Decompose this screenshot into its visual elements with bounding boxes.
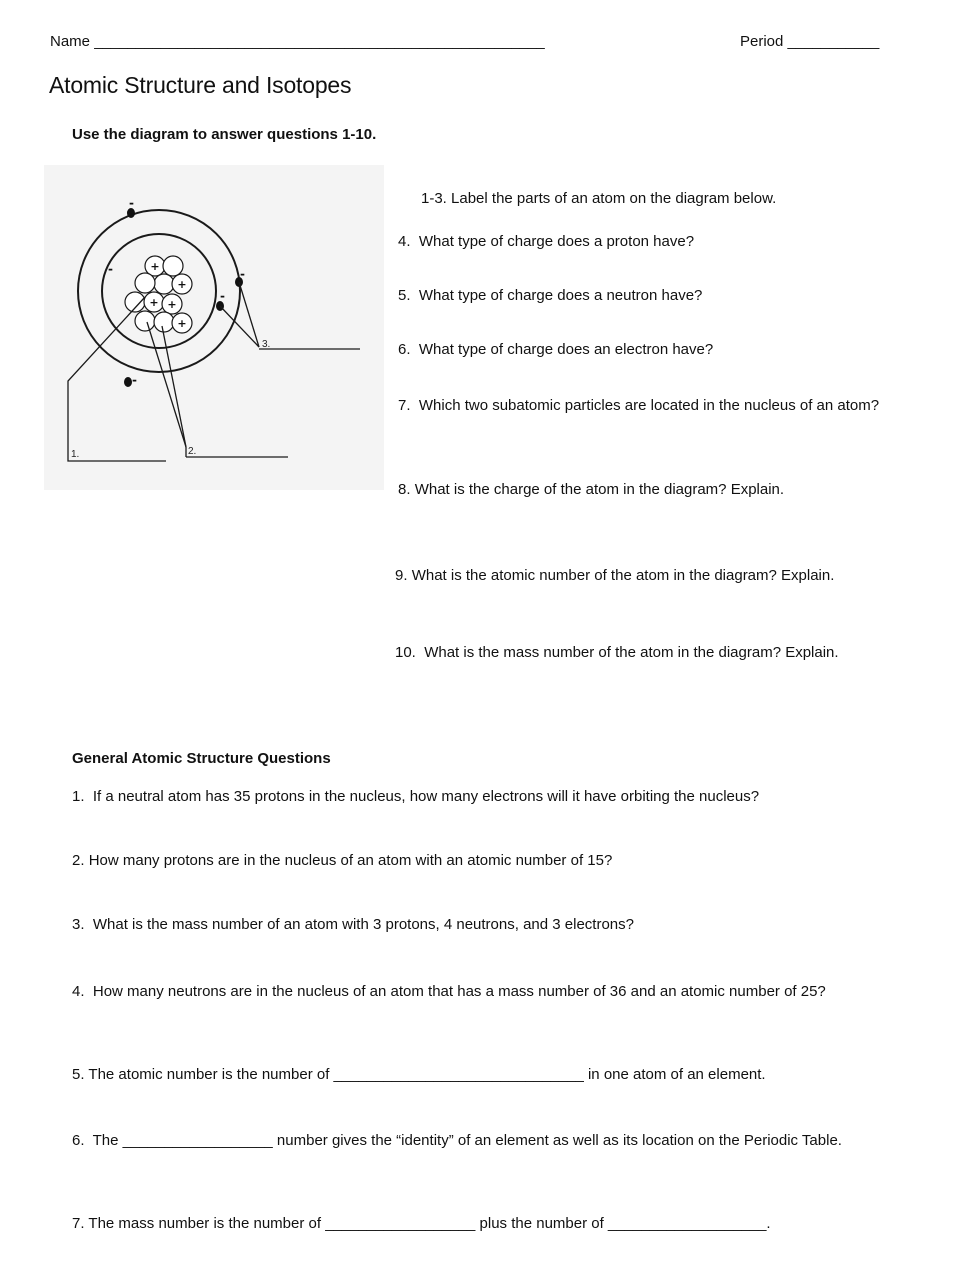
- electron: [124, 377, 132, 387]
- minus-symbol: -: [108, 262, 113, 276]
- question-number: 7.: [72, 1215, 85, 1232]
- general-question-1: [72, 788, 759, 805]
- question-number: 8.: [398, 481, 411, 498]
- minus-symbol: -: [129, 196, 134, 210]
- question-text: Label the parts of an atom on the diagram below.: [451, 190, 777, 207]
- name-label: Name: [50, 33, 91, 50]
- question-text: What type of charge does a neutron have?: [418, 287, 703, 304]
- question-number: 6.: [398, 341, 411, 358]
- question-number: 5.: [72, 1066, 85, 1083]
- neutron: [163, 256, 183, 276]
- atom-diagram-svg: [44, 165, 384, 490]
- general-question-5: [72, 1066, 766, 1083]
- question-number: 2.: [72, 852, 85, 869]
- diagram-question-8: [398, 481, 784, 498]
- question-text: How many neutrons are in the nucleus of an atom that has a mass number of 36 and an atomic number of 25?: [92, 983, 826, 1000]
- general-question-7: [72, 1215, 771, 1232]
- plus-symbol: +: [150, 260, 160, 273]
- question-text: What type of charge does an electron have?: [418, 341, 714, 358]
- general-question-2: [72, 852, 612, 869]
- atom-diagram: [44, 165, 384, 490]
- name-blank: ______________________________________________________: [94, 33, 545, 50]
- question-text: What is the atomic number of the atom in the diagram? Explain.: [411, 567, 835, 584]
- label-2: 2.: [188, 446, 197, 457]
- question-number: 7.: [398, 397, 411, 414]
- question-text: The __________________ number gives the “identity” of an element as well as its location on the Periodic Table.: [92, 1132, 842, 1149]
- question-number: 5.: [398, 287, 411, 304]
- plus-symbol: +: [149, 296, 159, 309]
- question-text: What type of charge does a proton have?: [418, 233, 695, 250]
- neutron: [135, 311, 155, 331]
- question-number: 3.: [72, 916, 85, 933]
- name-line[interactable]: [50, 33, 545, 50]
- question-text: The atomic number is the number of ______________________________ in one atom of an element.: [88, 1066, 766, 1083]
- period-blank: ___________: [787, 33, 880, 50]
- question-number: 4.: [72, 983, 85, 1000]
- neutron: [125, 292, 145, 312]
- question-text: If a neutral atom has 35 protons in the nucleus, how many electrons will it have orbiting the nucleus?: [92, 788, 760, 805]
- general-question-3: [72, 916, 634, 933]
- page-title: Atomic Structure and Isotopes: [49, 72, 352, 98]
- label-2-leader-a: [147, 322, 186, 447]
- question-number: 1-3.: [421, 190, 447, 207]
- neutron: [154, 312, 174, 332]
- label-3: 3.: [262, 339, 271, 350]
- minus-symbol: -: [240, 267, 245, 281]
- minus-symbol: -: [220, 289, 225, 303]
- question-text: The mass number is the number of __________________ plus the number of ___________________.: [88, 1215, 771, 1232]
- neutron: [135, 273, 155, 293]
- question-number: 6.: [72, 1132, 85, 1149]
- question-text: Which two subatomic particles are located in the nucleus of an atom?: [418, 397, 880, 414]
- general-question-4: [72, 981, 905, 1002]
- label-2-leader-b: [162, 326, 186, 447]
- diagram-question-1-3: [421, 190, 776, 207]
- section-heading: General Atomic Structure Questions: [72, 750, 331, 767]
- general-question-6: [72, 1130, 905, 1151]
- diagram-question-10: [395, 644, 839, 661]
- minus-symbol: -: [132, 373, 137, 387]
- question-text: What is the mass number of an atom with 3 protons, 4 neutrons, and 3 electrons?: [92, 916, 634, 933]
- period-line[interactable]: [740, 33, 879, 50]
- period-label: Period: [740, 33, 784, 50]
- question-text: What is the charge of the atom in the diagram? Explain.: [414, 481, 785, 498]
- diagram-question-7: [398, 395, 888, 416]
- instruction-text: Use the diagram to answer questions 1-10.: [72, 126, 377, 143]
- question-number: 9.: [395, 567, 408, 584]
- question-number: 1.: [72, 788, 85, 805]
- question-number: 10.: [395, 644, 416, 661]
- question-number: 4.: [398, 233, 411, 250]
- label-1: 1.: [71, 449, 80, 460]
- neutron: [154, 274, 174, 294]
- plus-symbol: +: [177, 317, 187, 330]
- diagram-question-9: [395, 567, 834, 584]
- question-text: How many protons are in the nucleus of an atom with an atomic number of 15?: [88, 852, 613, 869]
- diagram-question-5: [398, 287, 702, 304]
- diagram-question-6: [398, 341, 713, 358]
- question-text: What is the mass number of the atom in the diagram? Explain.: [424, 644, 839, 661]
- plus-symbol: +: [167, 298, 177, 311]
- diagram-question-4: [398, 233, 694, 250]
- plus-symbol: +: [177, 278, 187, 291]
